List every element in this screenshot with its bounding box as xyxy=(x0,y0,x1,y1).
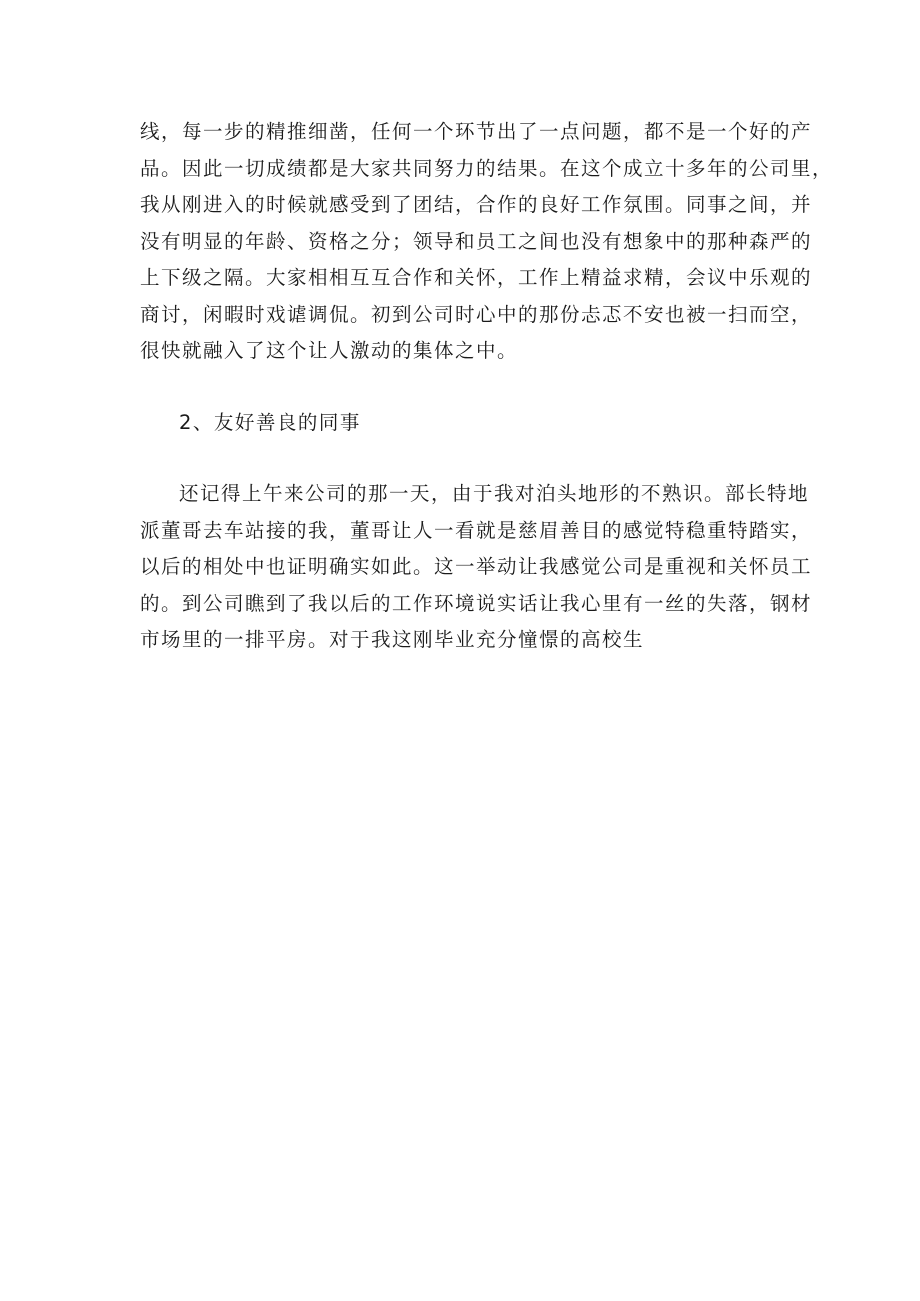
text-line: 市场里的一排平房。对于我这刚毕业充分憧憬的高校生 xyxy=(140,628,645,651)
text-line: 派董哥去车站接的我，董哥让人一看就是慈眉善目的感觉特稳重特踏实， xyxy=(140,518,813,542)
paragraph-spacer xyxy=(140,370,795,405)
text-line: 以后的相处中也证明确实如此。这一举动让我感觉公司是重视和关怀员工 xyxy=(140,555,813,578)
text-line: 我从刚进入的时候就感受到了团结，合作的良好工作氛围。同事之间，并 xyxy=(140,193,813,216)
text-line: 没有明显的年龄、资格之分；领导和员工之间也没有想象中的那种森严的 xyxy=(140,229,813,253)
text-line: 还记得上午来公司的那一天，由于我对泊头地形的不熟识。部长特地 xyxy=(179,482,810,505)
document-body xyxy=(140,114,834,659)
text-line: 上下级之隔。大家相相互互合作和关怀，工作上精益求精，会议中乐观的 xyxy=(140,266,813,289)
paragraph-spacer xyxy=(140,441,795,476)
paragraph-team-atmosphere xyxy=(140,114,834,370)
text-line: 很快就融入了这个让人激动的集体之中。 xyxy=(140,339,519,362)
section-heading: 2、友好善良的同事 xyxy=(179,410,361,434)
paragraph-friendly-colleagues xyxy=(140,476,813,659)
text-line: 商讨，闲暇时戏谑调侃。初到公司时心中的那份忐忑不安也被一扫而空， xyxy=(140,302,813,326)
text-line: 线，每一步的精推细凿，任何一个环节出了一点问题，都不是一个好的产 xyxy=(140,120,813,143)
text-line: 品。因此一切成绩都是大家共同努力的结果。在这个成立十多年的公司里， xyxy=(140,156,834,180)
text-line: 的。到公司瞧到了我以后的工作环境说实话让我心里有一丝的失落，钢材 xyxy=(140,591,813,615)
